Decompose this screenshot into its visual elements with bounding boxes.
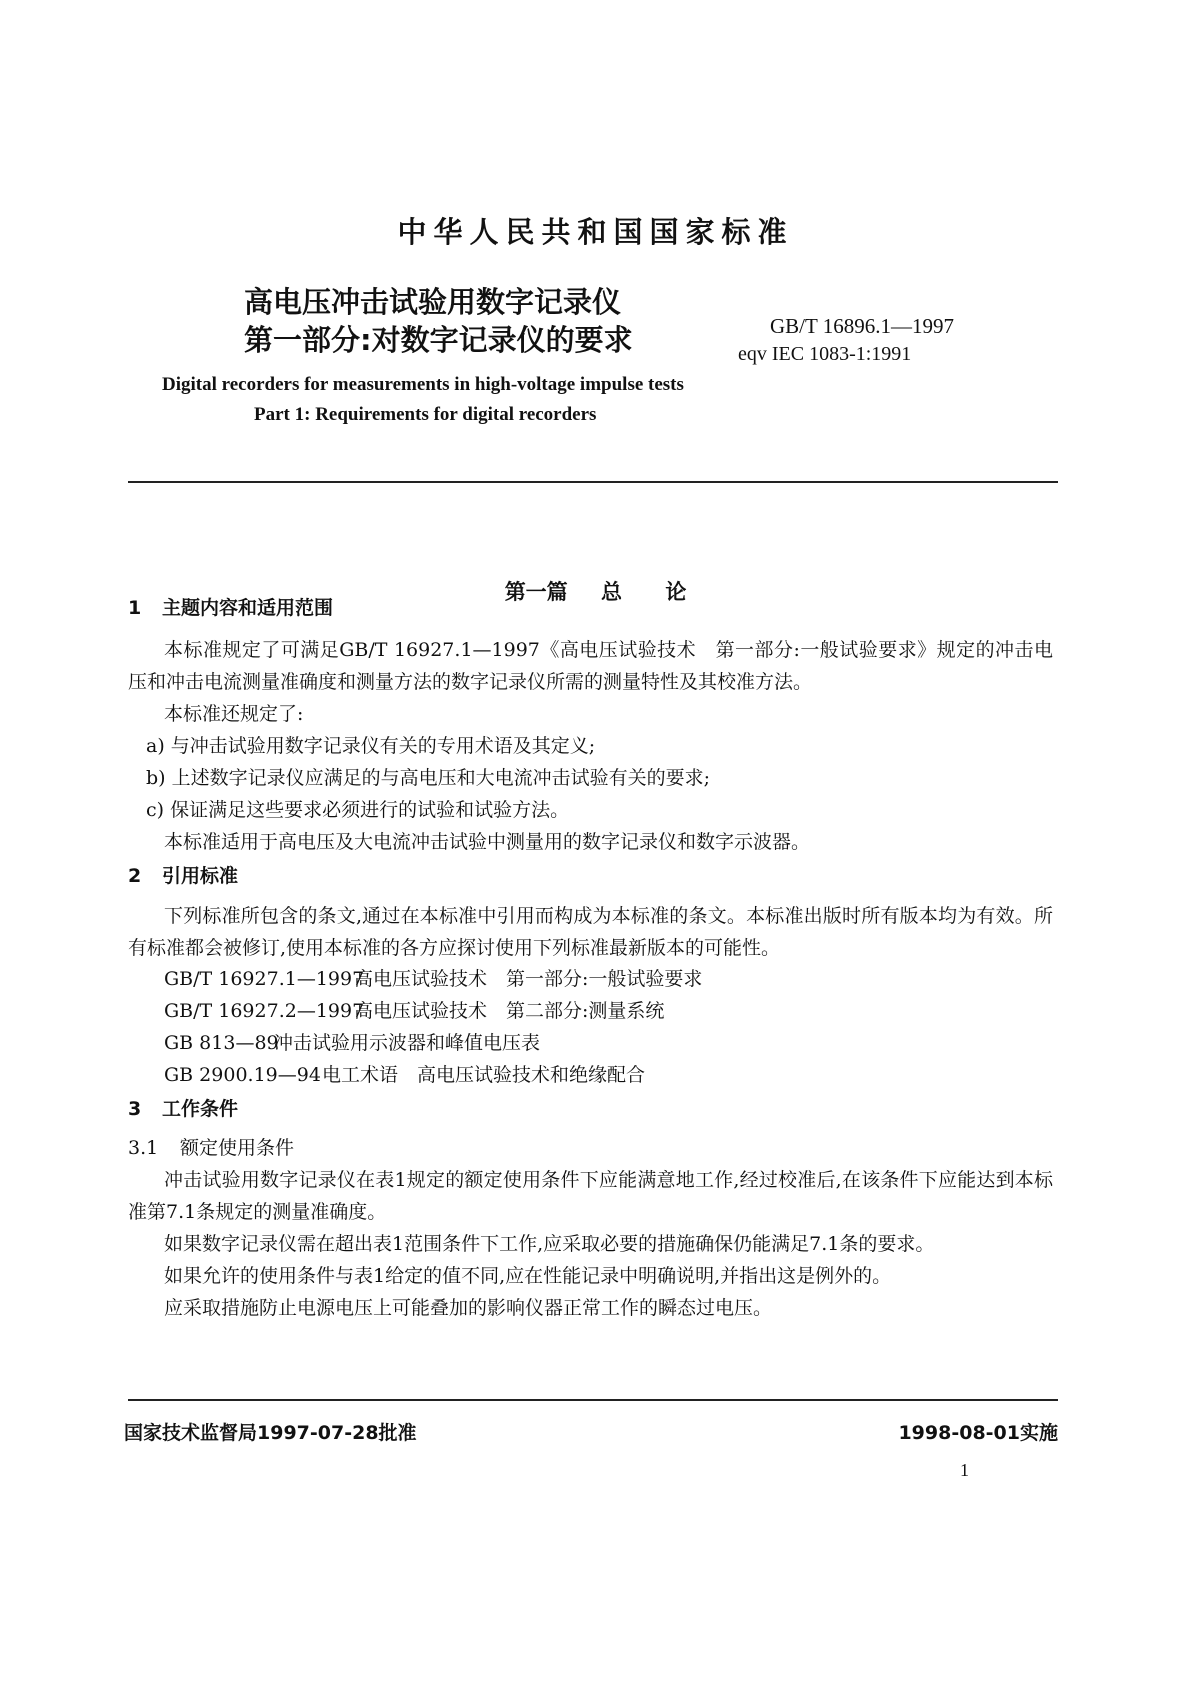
document-title-zh-line2: 第一部分:对数字记录仪的要求 bbox=[244, 323, 633, 357]
reference-row bbox=[164, 1027, 540, 1059]
section-1-item-c: c) 保证满足这些要求必须进行的试验和试验方法。 bbox=[146, 799, 570, 821]
section-1-number: 1 bbox=[128, 597, 142, 619]
section-3-paragraph-2: 如果数字记录仪需在超出表1范围条件下工作,应采取必要的措施确保仍能满足7.1条的要求。 bbox=[164, 1233, 935, 1255]
standard-number: GB/T 16896.1—1997 bbox=[770, 314, 954, 338]
reference-code: GB 2900.19—94 bbox=[164, 1064, 321, 1086]
standard-equivalence: eqv IEC 1083-1:1991 bbox=[738, 343, 912, 365]
page-number: 1 bbox=[960, 1460, 969, 1480]
reference-row bbox=[164, 995, 664, 1027]
reference-title: 高电压试验技术 第一部分:一般试验要求 bbox=[354, 968, 703, 990]
section-3-paragraph-3: 如果允许的使用条件与表1给定的值不同,应在性能记录中明确说明,并指出这是例外的。 bbox=[164, 1265, 892, 1287]
section-3-title: 工作条件 bbox=[162, 1098, 239, 1120]
reference-title: 冲击试验用示波器和峰值电压表 bbox=[274, 1032, 541, 1054]
approval-date: 国家技术监督局1997-07-28批准 bbox=[124, 1422, 417, 1444]
subsection-3-1-number: 3.1 bbox=[128, 1137, 159, 1159]
reference-title: 高电压试验技术 第二部分:测量系统 bbox=[354, 1000, 665, 1022]
part-title-word2: 论 bbox=[665, 580, 687, 604]
reference-row bbox=[164, 1059, 645, 1091]
reference-title: 电工术语 高电压试验技术和绝缘配合 bbox=[322, 1064, 646, 1086]
document-title-zh-line1: 高电压冲击试验用数字记录仪 bbox=[244, 285, 622, 319]
document-title-en-line2: Part 1: Requirements for digital recorders bbox=[254, 404, 597, 425]
reference-code: GB/T 16927.1—1997 bbox=[164, 968, 365, 990]
section-3-paragraph-4: 应采取措施防止电源电压上可能叠加的影响仪器正常工作的瞬态过电压。 bbox=[164, 1297, 773, 1319]
section-1-title: 主题内容和适用范围 bbox=[162, 597, 334, 619]
section-1-item-b: b) 上述数字记录仪应满足的与高电压和大电流冲击试验有关的要求; bbox=[146, 767, 711, 789]
section-2-number: 2 bbox=[128, 865, 142, 887]
reference-code: GB 813—89 bbox=[164, 1032, 279, 1054]
section-3-heading bbox=[128, 1094, 238, 1121]
section-1-item-a: a) 与冲击试验用数字记录仪有关的专用术语及其定义; bbox=[146, 735, 596, 757]
subsection-3-1-heading bbox=[128, 1132, 294, 1164]
header-rule bbox=[128, 481, 1058, 483]
section-2-heading bbox=[128, 861, 238, 888]
section-1-heading bbox=[128, 593, 333, 620]
section-1-paragraph-2: 本标准还规定了: bbox=[164, 703, 304, 725]
document-title-en-line1: Digital recorders for measurements in high-voltage impulse tests bbox=[162, 374, 684, 395]
reference-code: GB/T 16927.2—1997 bbox=[164, 1000, 365, 1022]
implementation-date: 1998-08-01实施 bbox=[898, 1422, 1058, 1444]
part-title-word1: 总 bbox=[601, 580, 622, 604]
section-1-paragraph-1: 本标准规定了可满足GB/T 16927.1—1997《高电压试验技术 第一部分:一般试验要求》规定的冲击电压和冲击电流测量准确度和测量方法的数字记录仪所需的测量特性及其校准方法。 bbox=[128, 639, 1053, 693]
section-2-paragraph-1: 下列标准所包含的条文,通过在本标准中引用而构成为本标准的条文。本标准出版时所有版本均为有效。所有标准都会被修订,使用本标准的各方应探讨使用下列标准最新版本的可能性。 bbox=[128, 905, 1053, 959]
section-3-paragraph-1: 冲击试验用数字记录仪在表1规定的额定使用条件下应能满意地工作,经过校准后,在该条件下应能达到本标准第7.1条规定的测量准确度。 bbox=[128, 1169, 1053, 1223]
section-2-title: 引用标准 bbox=[162, 865, 239, 887]
reference-row bbox=[164, 963, 702, 995]
standard-category-title: 中华人民共和国国家标准 bbox=[397, 215, 794, 249]
subsection-3-1-title: 额定使用条件 bbox=[180, 1137, 295, 1159]
footer-rule bbox=[128, 1399, 1058, 1401]
section-1-paragraph-3: 本标准适用于高电压及大电流冲击试验中测量用的数字记录仪和数字示波器。 bbox=[164, 831, 811, 853]
section-3-number: 3 bbox=[128, 1098, 142, 1120]
part-title-label: 第一篇 bbox=[504, 580, 568, 604]
